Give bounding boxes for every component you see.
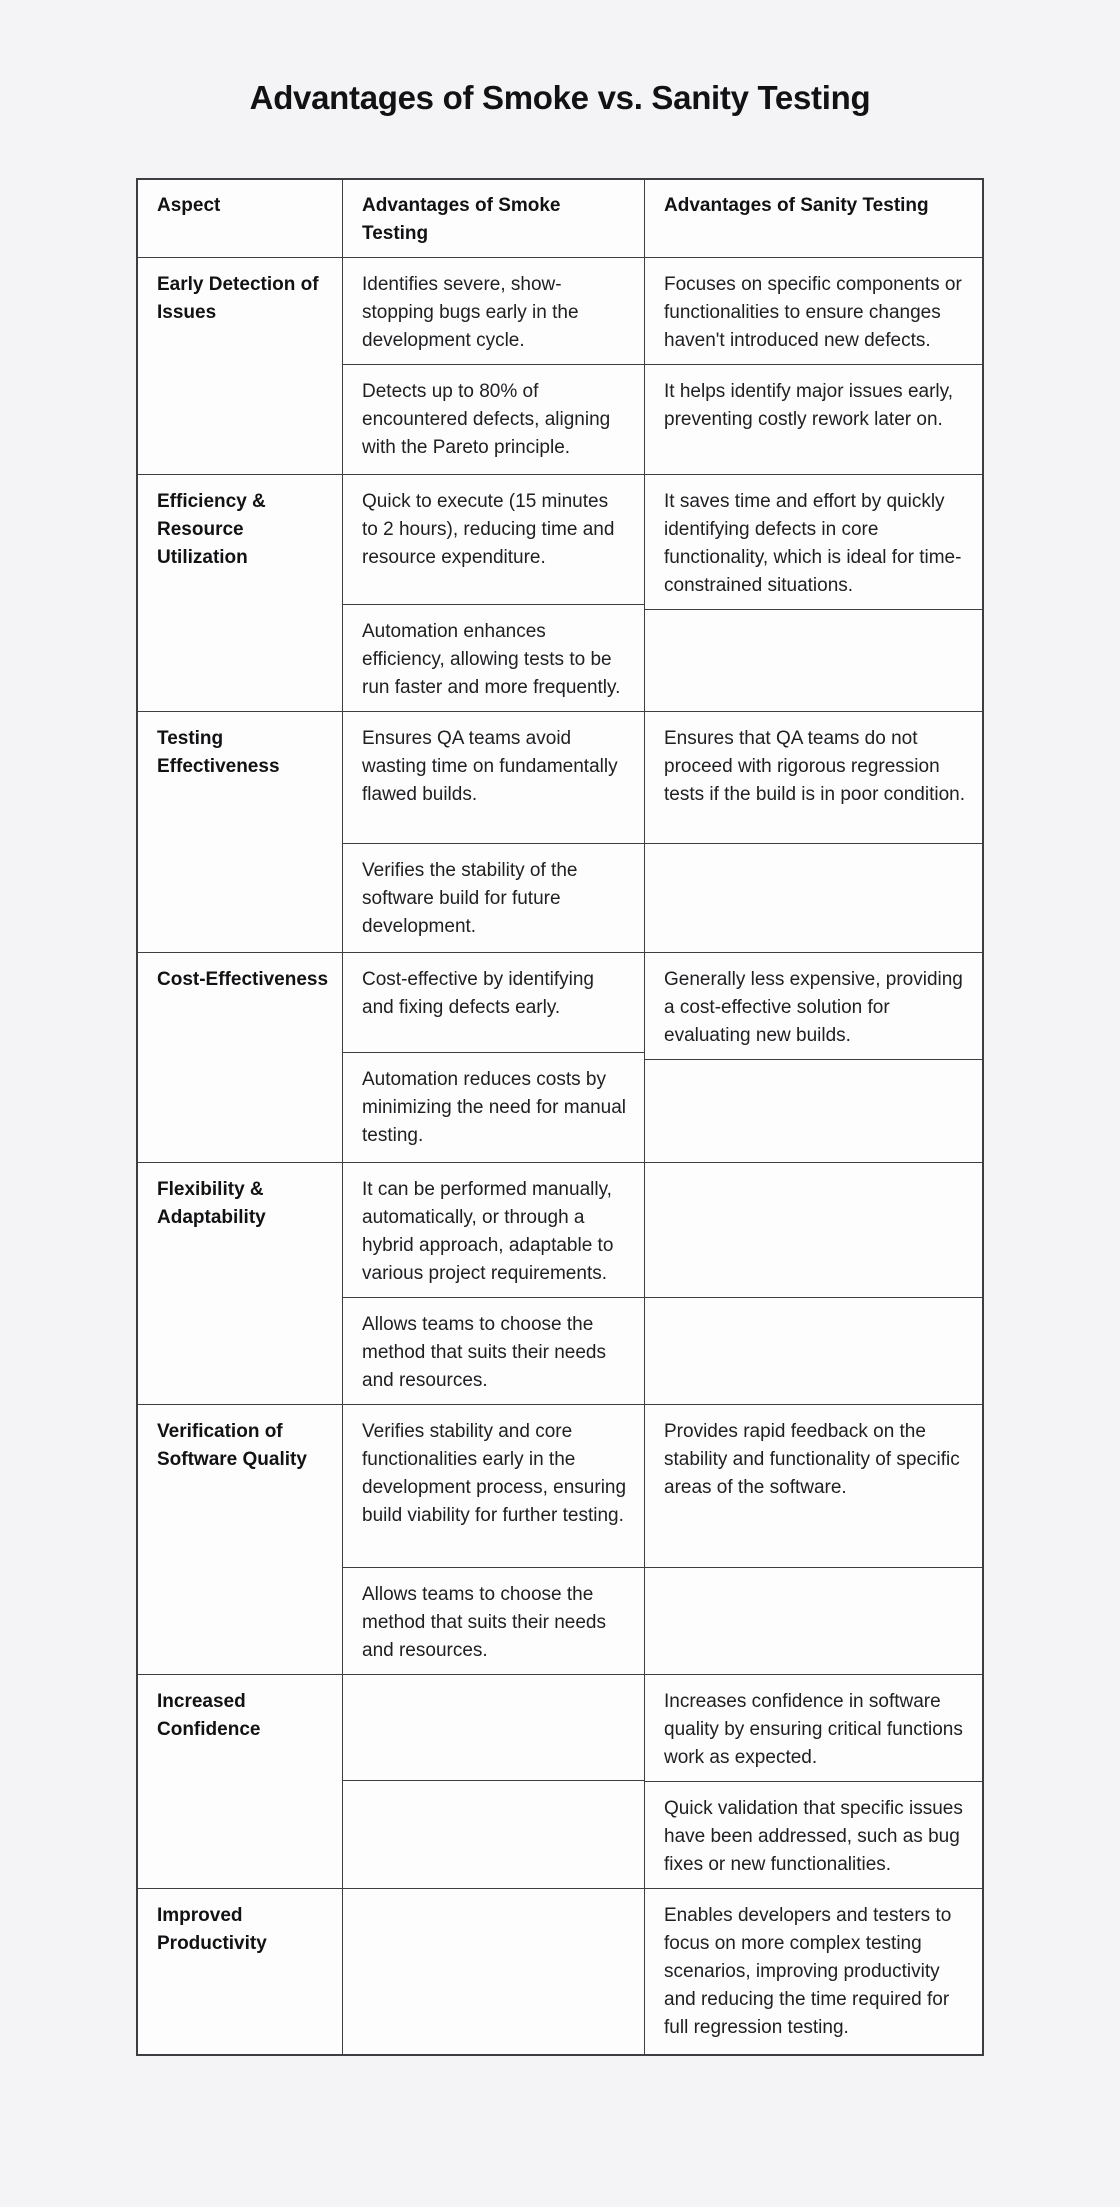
sanity-point-cell: Enables developers and testers to focus on more complex testing scenarios, improving productivity and reducing the time required for full regression testing. — [664, 1905, 952, 2038]
smoke-point-cell: Automation reduces costs by minimizing the need for manual testing. — [343, 1052, 644, 1162]
sanity-advantages-cell — [645, 1675, 982, 1888]
column-header-aspect: Aspect — [138, 180, 343, 257]
smoke-point-cell: Verifies the stability of the software build for future development. — [343, 843, 644, 952]
smoke-advantages-cell — [343, 1405, 645, 1674]
sanity-point-cell: Provides rapid feedback on the stability and functionality of specific areas of the software. — [664, 1421, 960, 1498]
table-header-row — [138, 180, 982, 257]
aspect-cell: Flexibility & Adaptability — [138, 1163, 343, 1404]
aspect-cell: Cost-Effectiveness — [138, 953, 343, 1162]
aspect-cell: Testing Effectiveness — [138, 712, 343, 952]
sanity-point-cell: It helps identify major issues early, preventing costly rework later on. — [645, 364, 982, 474]
smoke-point-cell: Ensures QA teams avoid wasting time on fundamentally flawed builds. — [362, 728, 618, 805]
column-header-sanity-testing: Advantages of Sanity Testing — [664, 195, 929, 216]
sanity-advantages-cell — [645, 475, 982, 711]
table-row-verification — [138, 1404, 982, 1674]
sanity-point-cell — [645, 1297, 982, 1404]
sanity-point-cell: Ensures that QA teams do not proceed with rigorous regression tests if the build is in poor condition. — [664, 728, 966, 805]
sanity-point-cell: It saves time and effort by quickly identifying defects in core functionality, which is ideal for time-constrained situations. — [664, 491, 962, 596]
smoke-point-cell: Identifies severe, show-stopping bugs early in the development cycle. — [362, 274, 579, 351]
smoke-point-cell — [343, 1889, 644, 2054]
smoke-point-cell — [343, 1780, 644, 1888]
page-title: Advantages of Smoke vs. Sanity Testing — [249, 79, 871, 116]
smoke-advantages-cell — [343, 712, 645, 952]
sanity-advantages-cell — [645, 1163, 982, 1404]
sanity-point-cell: Generally less expensive, providing a cost-effective solution for evaluating new builds. — [664, 969, 963, 1046]
aspect-cell: Increased Confidence — [138, 1675, 343, 1888]
column-header-smoke-testing: Advantages of Smoke Testing — [343, 180, 645, 257]
smoke-advantages-cell — [343, 953, 645, 1162]
table-row-improved-productivity — [138, 1888, 982, 2054]
sanity-point-cell: Quick validation that specific issues have been addressed, such as bug fixes or new functionalities. — [645, 1781, 982, 1888]
smoke-point-cell: It can be performed manually, automatically, or through a hybrid approach, adaptable to various project requirements. — [362, 1179, 614, 1284]
smoke-advantages-cell — [343, 1163, 645, 1404]
smoke-advantages-cell — [343, 258, 645, 474]
aspect-cell: Improved Productivity — [138, 1889, 343, 2054]
comparison-table — [136, 178, 984, 2056]
smoke-point-cell: Quick to execute (15 minutes to 2 hours), reducing time and resource expenditure. — [362, 491, 615, 568]
aspect-cell: Early Detection of Issues — [138, 258, 343, 474]
sanity-point-cell: Increases confidence in software quality by ensuring critical functions work as expected. — [664, 1691, 963, 1768]
smoke-advantages-cell — [343, 1675, 645, 1888]
aspect-cell: Efficiency & Resource Utilization — [138, 475, 343, 711]
smoke-point-cell: Cost-effective by identifying and fixing defects early. — [362, 969, 594, 1018]
smoke-advantages-cell — [343, 1889, 645, 2054]
sanity-point-cell — [645, 1163, 982, 1297]
sanity-point-cell: Focuses on specific components or functionalities to ensure changes haven't introduced new defects. — [664, 274, 962, 351]
smoke-point-cell: Allows teams to choose the method that suits their needs and resources. — [343, 1297, 644, 1404]
sanity-advantages-cell — [645, 712, 982, 952]
table-row-increased-confidence — [138, 1674, 982, 1888]
smoke-advantages-cell — [343, 475, 645, 711]
table-row-testing-effectiveness — [138, 711, 982, 952]
table-row-efficiency — [138, 474, 982, 711]
sanity-advantages-cell — [645, 953, 982, 1162]
aspect-cell: Verification of Software Quality — [138, 1405, 343, 1674]
smoke-point-cell: Detects up to 80% of encountered defects, aligning with the Pareto principle. — [343, 364, 644, 474]
sanity-point-cell — [645, 1059, 982, 1162]
smoke-point-cell — [343, 1675, 644, 1780]
table-row-early-detection — [138, 257, 982, 474]
table-row-flexibility — [138, 1162, 982, 1404]
sanity-advantages-cell — [645, 258, 982, 474]
table-row-cost-effectiveness — [138, 952, 982, 1162]
sanity-point-cell — [645, 843, 982, 952]
smoke-point-cell: Allows teams to choose the method that suits their needs and resources. — [343, 1567, 644, 1674]
smoke-point-cell: Automation enhances efficiency, allowing tests to be run faster and more frequently. — [343, 604, 644, 711]
sanity-advantages-cell — [645, 1889, 982, 2054]
sanity-point-cell — [645, 609, 982, 711]
sanity-advantages-cell — [645, 1405, 982, 1674]
smoke-point-cell: Verifies stability and core functionalities early in the development process, ensuring build viability for further testing. — [362, 1421, 627, 1526]
sanity-point-cell — [645, 1567, 982, 1674]
